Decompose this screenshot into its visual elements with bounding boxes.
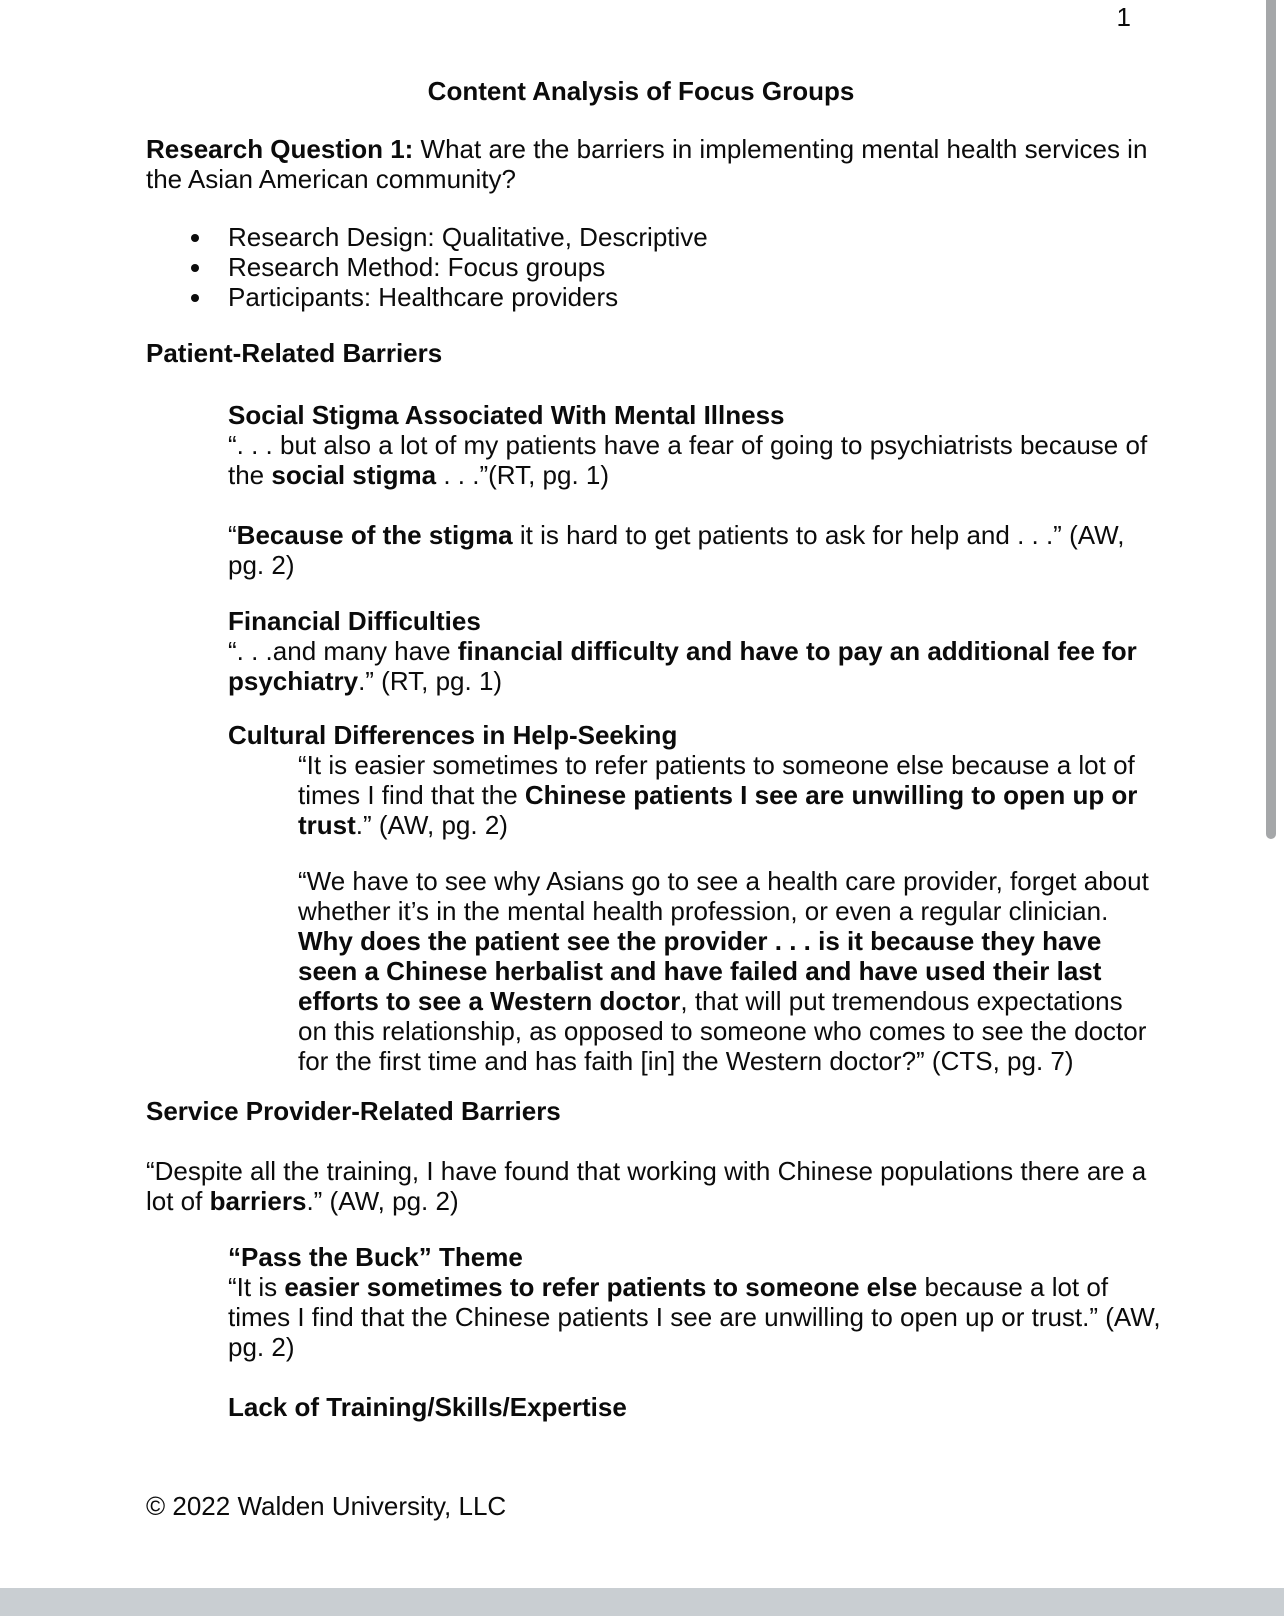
text-line [298,986,1149,1016]
text-segment: because a lot of [917,1272,1109,1302]
text-line [146,164,1147,194]
bullet-icon [191,294,199,302]
text-segment: “Despite all the training, I have found that working with Chinese populations there are a [146,1156,1147,1186]
text-line [228,636,1137,666]
text-segment: psychiatry [228,666,359,696]
text-line [228,400,785,430]
bottom-bar [0,1588,1284,1616]
text-line [298,1016,1149,1046]
bullet-icon [191,264,199,272]
text-segment: .” (AW, pg. 2) [355,810,508,840]
text-line [298,750,1137,780]
text-line [146,1186,1146,1216]
text-line [146,338,442,368]
text-segment: times I find that the [298,780,525,810]
list-item [228,222,708,252]
text-segment: “. . . but also a lot of my patients have a fear of going to psychiatrists because of [228,430,1148,460]
text-line [146,134,1147,164]
bullet-list [228,222,708,312]
quote-social-stigma-2 [228,520,1124,580]
text-segment: on this relationship, as opposed to someone who comes to see the doctor [298,1016,1147,1046]
text-line [228,1242,523,1272]
text-segment: Research Design: Qualitative, Descriptive [228,222,708,252]
text-line [228,520,1124,550]
text-segment: for the first time and has faith [in] the Western doctor?” (CTS, pg. 7) [298,1046,1074,1076]
text-segment: .” (AW, pg. 2) [306,1186,459,1216]
quote-social-stigma-1 [228,430,1147,490]
text-line [298,926,1149,956]
vertical-scrollbar-thumb[interactable] [1266,0,1276,839]
text-segment: Social Stigma Associated With Mental Illness [228,400,785,430]
text-line [228,720,677,750]
text-segment: Service Provider-Related Barriers [146,1096,561,1126]
text-segment: Lack of Training/Skills/Expertise [228,1392,627,1422]
quote-cultural-2 [298,866,1149,1076]
text-line [298,866,1149,896]
text-segment: “ [228,520,237,550]
text-segment: pg. 2) [228,1332,295,1362]
text-segment: Chinese patients I see are unwilling to open up or [524,780,1138,810]
text-line [298,896,1149,926]
text-segment: Content Analysis of Focus Groups [427,76,855,106]
text-line [228,430,1147,460]
text-segment: easier sometimes to refer patients to someone else [284,1272,918,1302]
heading-lack-of-training [228,1392,627,1422]
text-segment: Participants: Healthcare providers [228,282,619,312]
text-line [228,666,1137,696]
text-segment: “It is [228,1272,285,1302]
text-line [228,550,1124,580]
footer-copyright [146,1491,506,1521]
list-item [228,282,708,312]
text-segment: efforts to see a Western doctor [298,986,681,1016]
text-segment: Because of the stigma [236,520,513,550]
heading-service-provider-barriers [146,1096,561,1126]
text-segment: it is hard to get patients to ask for help and . . .” (AW, [512,520,1125,550]
text-segment: , that will put tremendous expectations [680,986,1123,1016]
text-line [298,780,1137,810]
text-line [228,1392,627,1422]
heading-pass-the-buck [228,1242,523,1272]
text-segment: “Pass the Buck” Theme [228,1242,523,1272]
text-line [298,956,1149,986]
text-segment: Research Method: Focus groups [228,252,606,282]
text-segment: What are the barriers in implementing mental health services in [413,134,1148,164]
text-line [298,1046,1149,1076]
quote-cultural-1 [298,750,1137,840]
heading-social-stigma [228,400,785,430]
text-segment: pg. 2) [228,550,295,580]
text-segment: the Asian American community? [146,164,516,194]
text-line [146,1491,506,1521]
text-segment: .” (RT, pg. 1) [358,666,503,696]
text-line [146,76,1136,106]
text-line [228,1302,1161,1332]
text-segment: “It is easier sometimes to refer patients to someone else because a lot of [298,750,1135,780]
text-line [228,1272,1161,1302]
document-title [146,76,1136,106]
text-segment: © 2022 Walden University, LLC [146,1491,507,1521]
heading-cultural-differences [228,720,677,750]
text-line [298,810,1137,840]
text-segment: lot of [146,1186,210,1216]
text-segment: Patient-Related Barriers [146,338,443,368]
text-segment: seen a Chinese herbalist and have failed and have used their last [298,956,1102,986]
quote-financial [228,636,1137,696]
research-question-1 [146,134,1147,194]
quote-despite-training [146,1156,1146,1216]
text-segment: Financial Difficulties [228,606,481,636]
bullet-icon [191,234,199,242]
heading-financial-difficulties [228,606,481,636]
text-line [146,1156,1146,1186]
page-number: 1 [1116,2,1131,32]
text-line [146,1096,561,1126]
text-line [228,460,1147,490]
list-item [228,252,708,282]
quote-pass-the-buck [228,1272,1161,1362]
text-segment: Cultural Differences in Help-Seeking [228,720,678,750]
text-segment: whether it’s in the mental health profession, or even a regular clinician. [298,896,1109,926]
text-segment: social stigma [271,460,437,490]
text-segment: trust [298,810,356,840]
text-segment: Research Question 1: [146,134,414,164]
text-segment: “We have to see why Asians go to see a health care provider, forget about [298,866,1149,896]
text-segment: Why does the patient see the provider . . . is it because they have [298,926,1102,956]
text-segment: barriers [209,1186,307,1216]
text-segment: “. . .and many have [228,636,458,666]
text-segment: the [228,460,272,490]
text-line [228,606,481,636]
heading-patient-related-barriers [146,338,442,368]
text-segment: financial difficulty and have to pay an additional fee for [457,636,1137,666]
text-segment: . . .”(RT, pg. 1) [436,460,610,490]
text-segment: times I find that the Chinese patients I see are unwilling to open up or trust.” (AW, [228,1302,1161,1332]
text-line [228,1332,1161,1362]
